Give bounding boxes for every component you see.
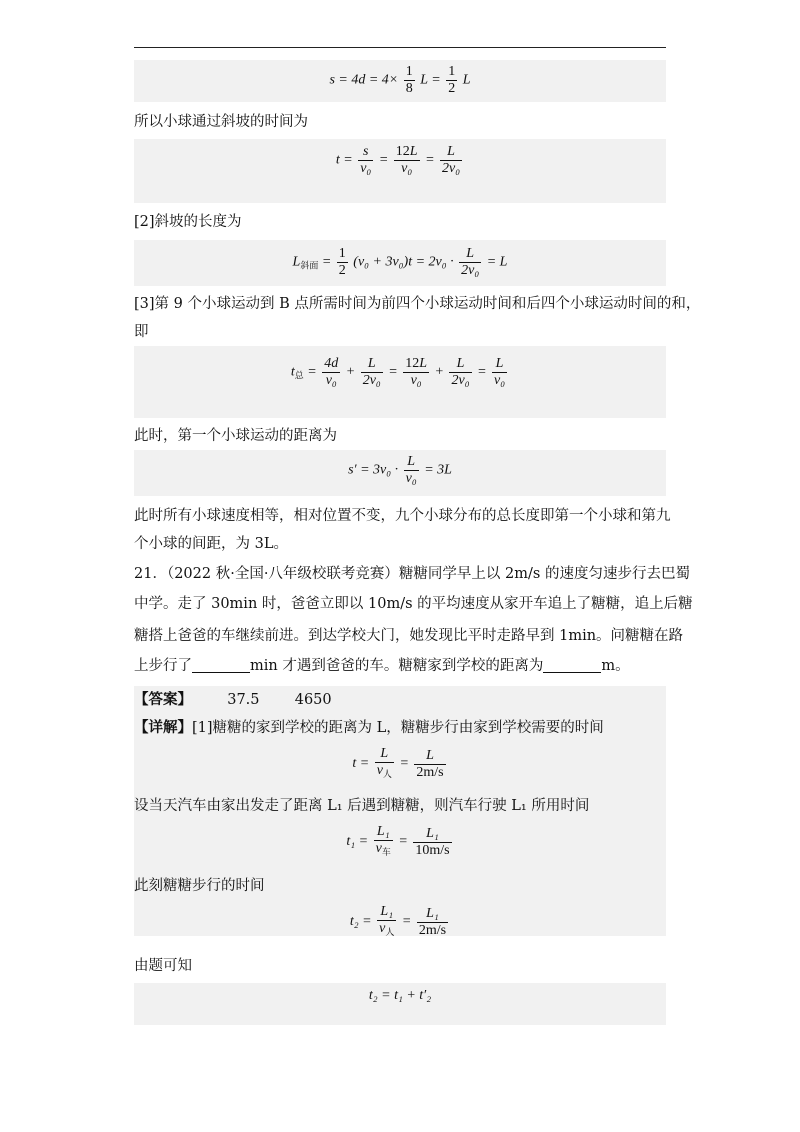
question21-line3: 糖搭上爸爸的车继续前进。到达学校大门，她发现比平时走路早到 1min。问糖糖在路: [134, 628, 684, 644]
question21-line4b: min 才遇到爸爸的车。糖糖家到学校的距离为: [250, 658, 544, 674]
equation-t: t = $\frac{s}{\text{v₀}}$ = $\frac{12L}{\text{v₀}}$ = $\frac{L}{\text{2v₀}}$: [335, 144, 461, 176]
slope-intro: [2]斜坡的长度为: [134, 214, 242, 230]
answer-blank-1: [192, 658, 250, 673]
question21-line4c: m。: [601, 658, 630, 674]
conclusion-line1: 此时所有小球速度相等，相对位置不变，九个小球分布的总长度即第一个小球和第九: [134, 508, 671, 524]
p3-line2: 即: [134, 324, 149, 340]
answer-blank-2: [543, 658, 601, 673]
car-intro: 设当天汽车由家出发走了距离 L₁ 后遇到糖糖，则汽车行驶 L₁ 所用时间: [134, 798, 590, 814]
p3-line1: [3]第 9 个小球运动到 B 点所需时间为前四个小球运动时间和后四个小球运动时间的和，: [134, 296, 701, 312]
answer-value-2: 4650: [294, 692, 332, 708]
explanation-label: 【详解】: [134, 719, 192, 736]
equation-slope: $L_{斜面}$ = $\frac{1}{2}$ (v₀ + 3v₀)t = 2v₀ · $\frac{L}{\text{2v₀}}$ = L: [292, 246, 508, 278]
first-ball-intro: 此时，第一个小球运动的距离为: [134, 428, 337, 444]
header-rule: [134, 47, 666, 48]
question21-line4a: 上步行了: [134, 658, 192, 674]
equation-t1: t₁ = $\frac{\text{L₁}}{v_车}$ = $\frac{\text{L₁}}{10m/s}$: [346, 824, 450, 858]
question21-line4: [134, 656, 666, 676]
equation-t-walk: t = $\frac{L}{v_人}$ = $\frac{L}{2m/s}$: [352, 746, 444, 780]
explanation-intro: [134, 718, 666, 738]
equation-s: s = 4d = 4× $\frac{1}{8}$ L = $\frac{1}{2}$ L: [329, 64, 471, 96]
equation-last: t₂ = t₁ + t′₂: [368, 988, 432, 1003]
question21-line1: 21．（2022 秋·全国·八年级校联考竞赛）糖糖同学早上以 2m/s 的速度匀速步行去巴蜀: [134, 566, 690, 582]
equation-sprime: s′ = 3v₀ · $\frac{L}{\text{v₀}}$ = 3L: [348, 454, 452, 486]
known-intro: 由题可知: [134, 958, 192, 974]
walk-intro: 此刻糖糖步行的时间: [134, 878, 265, 894]
time-intro: 所以小球通过斜坡的时间为: [134, 114, 308, 130]
equation-t2: t₂ = $\frac{\text{L₁}}{v_人}$ = $\frac{\text{L₁}}{2m/s}$: [349, 904, 447, 938]
answer-line: [134, 690, 666, 710]
answer-value-1: 37.5: [227, 692, 260, 708]
question21-line2: 中学。走了 30min 时，爸爸立即以 10m/s 的平均速度从家开车追上了糖糖，追上后糖: [134, 596, 693, 612]
explanation-text: [1]糖糖的家到学校的距离为 L，糖糖步行由家到学校需要的时间: [192, 720, 604, 736]
equation-ttotal: $t_总$ = $\frac{4d}{\text{v₀}}$ + $\frac{L}{\text{2v₀}}$ = $\frac{12L}{\text{v₀}}$ + $\frac{L}{\text{2v₀}}$ = $\frac{L}{\text{v₀}}$: [290, 356, 506, 388]
answer-label: 【答案】: [134, 691, 192, 708]
conclusion-line2: 个小球的间距，为 3L。: [134, 536, 288, 552]
